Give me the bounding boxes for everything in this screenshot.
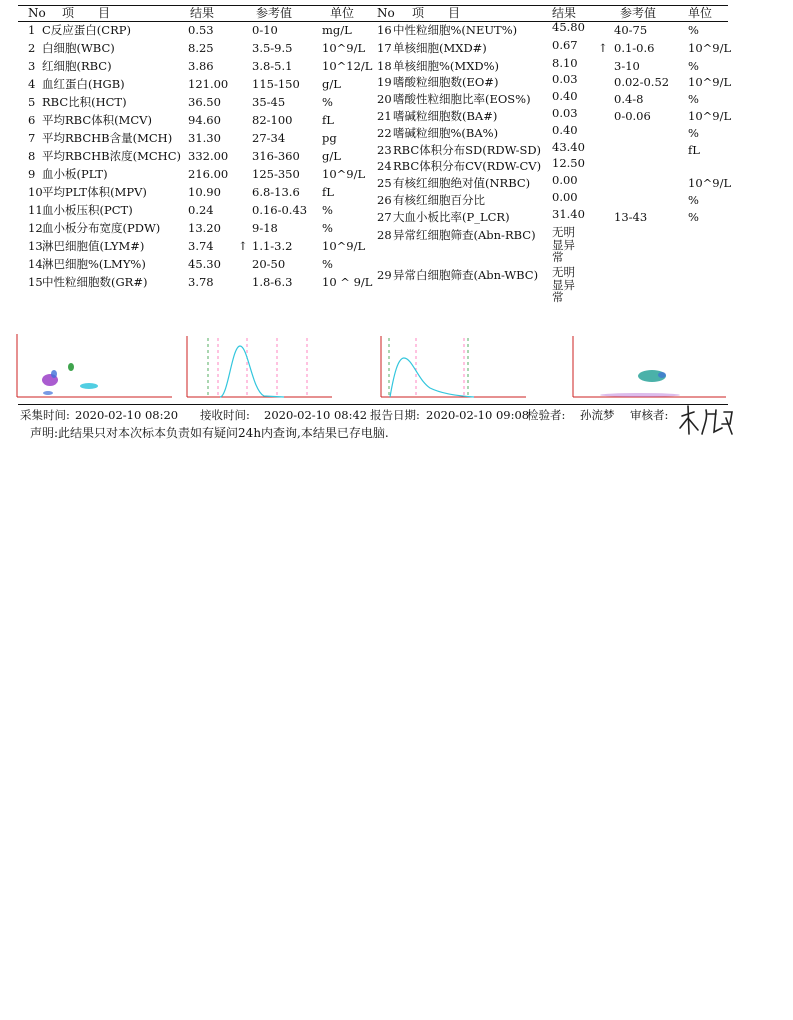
header-item-left: 项 目	[62, 6, 111, 20]
row-ref: 0.02-0.52	[614, 75, 670, 89]
row-ref: 6.8-13.6	[252, 185, 300, 199]
row-unit: %	[688, 126, 699, 140]
receive-time: 2020-02-10 08:42	[264, 408, 368, 422]
tester-name: 孙流梦	[580, 408, 615, 422]
row-ref: 13-43	[614, 210, 648, 224]
row-result: 8.10	[552, 56, 578, 70]
row-ref: 125-350	[252, 167, 300, 181]
row-ref: 0.1-0.6	[614, 41, 655, 55]
header-unit-left: 单位	[330, 6, 355, 20]
row-item: 淋巴细胞值(LYM#)	[42, 239, 145, 253]
row-unit: %	[688, 92, 699, 106]
row-no: 28	[377, 228, 392, 242]
row-unit: g/L	[322, 77, 341, 91]
row-item: 中性粒细胞%(NEUT%)	[393, 23, 518, 37]
row-item: 红细胞(RBC)	[42, 59, 112, 73]
row-result: 36.50	[188, 95, 221, 109]
row-item: C反应蛋白(CRP)	[42, 23, 131, 37]
row-item: 中性粒细胞数(GR#)	[42, 275, 148, 289]
header-ref-left: 参考值	[256, 6, 293, 20]
row-no: 26	[377, 193, 392, 207]
row-result: 45.30	[188, 257, 221, 271]
statement: 声明:此结果只对本次标本负责如有疑问24h内查询,本结果已存电脑.	[30, 426, 389, 440]
header-no-right: No	[377, 6, 395, 20]
row-unit: 10^12/L	[322, 59, 373, 73]
row-ref: 0.4-8	[614, 92, 644, 106]
row-result: 0.40	[552, 89, 578, 103]
row-no: 19	[377, 75, 392, 89]
row-result: 43.40	[552, 140, 585, 154]
row-unit: %	[688, 210, 699, 224]
row-no: 14	[28, 257, 43, 271]
row-item: RBC比积(HCT)	[42, 95, 127, 109]
row-item: RBC体积分布CV(RDW-CV)	[393, 159, 542, 173]
row-no: 3	[28, 59, 36, 73]
row-result: 0.00	[552, 190, 578, 204]
baso-scatter-plot	[570, 334, 728, 400]
high-flag-icon: ↑	[238, 239, 248, 253]
high-flag-icon: ↑	[598, 41, 608, 55]
row-no: 13	[28, 239, 43, 253]
row-no: 21	[377, 109, 392, 123]
row-no: 1	[28, 23, 36, 37]
row-item: 平均RBCHB含量(MCH)	[42, 131, 173, 145]
row-no: 12	[28, 221, 43, 235]
row-item: 有核红细胞绝对值(NRBC)	[393, 176, 531, 190]
row-result: 216.00	[188, 167, 229, 181]
row-ref: 316-360	[252, 149, 300, 163]
wbc-scatter-plot	[14, 330, 174, 400]
row-unit: 10^9/L	[688, 176, 732, 190]
row-item: 嗜碱粒细胞数(BA#)	[393, 109, 498, 123]
row-no: 20	[377, 92, 392, 106]
row-unit: 10^9/L	[688, 109, 732, 123]
row-no: 5	[28, 95, 36, 109]
row-result: 31.30	[188, 131, 221, 145]
row-unit: %	[688, 23, 699, 37]
plt-histogram	[378, 334, 528, 400]
row-unit: %	[322, 203, 333, 217]
reviewer-signature	[676, 404, 736, 438]
row-unit: 10^9/L	[688, 41, 732, 55]
row-no: 16	[377, 23, 392, 37]
tester-label: 检验者:	[527, 408, 566, 422]
row-item: 异常红细胞筛查(Abn-RBC)	[393, 228, 536, 242]
row-ref: 3.5-9.5	[252, 41, 293, 55]
row-result: 0.67	[552, 38, 578, 52]
row-item: 白细胞(WBC)	[42, 41, 115, 55]
row-item: 血小板分布宽度(PDW)	[42, 221, 161, 235]
report-label: 报告日期:	[370, 408, 420, 422]
row-no: 18	[377, 59, 392, 73]
row-unit: %	[322, 257, 333, 271]
row-result: 无明显异常	[552, 225, 575, 264]
row-ref: 1.8-6.3	[252, 275, 293, 289]
row-result: 94.60	[188, 113, 221, 127]
row-no: 2	[28, 41, 36, 55]
row-result: 10.90	[188, 185, 221, 199]
row-unit: g/L	[322, 149, 341, 163]
row-item: 嗜碱粒细胞%(BA%)	[393, 126, 499, 140]
row-ref: 27-34	[252, 131, 286, 145]
row-ref: 0-0.06	[614, 109, 651, 123]
header-rule	[18, 21, 728, 22]
row-ref: 3-10	[614, 59, 640, 73]
row-no: 25	[377, 176, 392, 190]
header-no-left: No	[28, 6, 46, 20]
row-result: 12.50	[552, 156, 585, 170]
row-item: 平均PLT体积(MPV)	[42, 185, 147, 199]
row-no: 9	[28, 167, 36, 181]
row-ref: 40-75	[614, 23, 648, 37]
row-ref: 82-100	[252, 113, 293, 127]
row-item: RBC体积分布SD(RDW-SD)	[393, 143, 542, 157]
row-result: 31.40	[552, 207, 585, 221]
row-result: 0.40	[552, 123, 578, 137]
reviewer-label: 审核者:	[630, 408, 669, 422]
row-result: 121.00	[188, 77, 229, 91]
row-no: 8	[28, 149, 36, 163]
row-result: 0.24	[188, 203, 214, 217]
row-item: 异常白细胞筛查(Abn-WBC)	[393, 268, 539, 282]
row-ref: 1.1-3.2	[252, 239, 293, 253]
row-no: 4	[28, 77, 36, 91]
row-no: 7	[28, 131, 36, 145]
row-no: 22	[377, 126, 392, 140]
row-item: 嗜酸粒细胞数(EO#)	[393, 75, 499, 89]
row-no: 27	[377, 210, 392, 224]
row-unit: mg/L	[322, 23, 352, 37]
row-no: 23	[377, 143, 392, 157]
row-no: 24	[377, 159, 392, 173]
rbc-histogram	[184, 334, 334, 400]
row-result: 无明显异常	[552, 265, 575, 304]
collect-time: 2020-02-10 08:20	[75, 408, 179, 422]
row-unit: fL	[688, 143, 700, 157]
row-item: 单核细胞%(MXD%)	[393, 59, 500, 73]
row-unit: %	[322, 95, 333, 109]
row-result: 332.00	[188, 149, 229, 163]
row-ref: 0-10	[252, 23, 278, 37]
row-unit: pg	[322, 131, 337, 145]
row-no: 10	[28, 185, 43, 199]
row-ref: 115-150	[252, 77, 300, 91]
row-item: 有核红细胞百分比	[393, 193, 485, 207]
row-result: 45.80	[552, 20, 585, 34]
row-ref: 35-45	[252, 95, 286, 109]
header-result-left: 结果	[190, 6, 215, 20]
row-unit: 10^9/L	[322, 239, 366, 253]
row-item: 血小板压积(PCT)	[42, 203, 133, 217]
row-item: 淋巴细胞%(LMY%)	[42, 257, 146, 271]
footer-rule	[18, 404, 728, 405]
row-no: 29	[377, 268, 392, 282]
header-item-right: 项 目	[412, 6, 461, 20]
row-unit: %	[322, 221, 333, 235]
row-result: 0.03	[552, 106, 578, 120]
row-no: 15	[28, 275, 43, 289]
row-ref: 3.8-5.1	[252, 59, 293, 73]
header-ref-right: 参考值	[620, 6, 657, 20]
header-unit-right: 单位	[688, 6, 713, 20]
row-no: 17	[377, 41, 392, 55]
row-unit: 10^9/L	[688, 75, 732, 89]
row-ref: 20-50	[252, 257, 286, 271]
receive-label: 接收时间:	[200, 408, 250, 422]
row-item: 大血小板比率(P_LCR)	[393, 210, 510, 224]
row-ref: 9-18	[252, 221, 278, 235]
row-result: 0.03	[552, 72, 578, 86]
row-result: 8.25	[188, 41, 214, 55]
row-result: 0.00	[552, 173, 578, 187]
row-unit: 10^9/L	[322, 167, 366, 181]
row-unit: fL	[322, 185, 334, 199]
row-no: 6	[28, 113, 36, 127]
row-unit: %	[688, 193, 699, 207]
row-unit: 10^9/L	[322, 41, 366, 55]
row-result: 0.53	[188, 23, 214, 37]
row-ref: 0.16-0.43	[252, 203, 308, 217]
row-item: 平均RBCHB浓度(MCHC)	[42, 149, 181, 163]
row-no: 11	[28, 203, 43, 217]
row-item: 血红蛋白(HGB)	[42, 77, 125, 91]
row-unit: %	[688, 59, 699, 73]
row-result: 3.78	[188, 275, 214, 289]
row-result: 13.20	[188, 221, 221, 235]
row-unit: 10 ^ 9/L	[322, 275, 373, 289]
row-item: 平均RBC体积(MCV)	[42, 113, 152, 127]
row-item: 血小板(PLT)	[42, 167, 108, 181]
row-result: 3.86	[188, 59, 214, 73]
row-item: 单核细胞(MXD#)	[393, 41, 487, 55]
header-result-right: 结果	[552, 6, 577, 20]
report-time: 2020-02-10 09:08	[426, 408, 530, 422]
collect-label: 采集时间:	[20, 408, 70, 422]
row-item: 嗜酸性粒细胞比率(EOS%)	[393, 92, 531, 106]
row-result: 3.74	[188, 239, 214, 253]
row-unit: fL	[322, 113, 334, 127]
